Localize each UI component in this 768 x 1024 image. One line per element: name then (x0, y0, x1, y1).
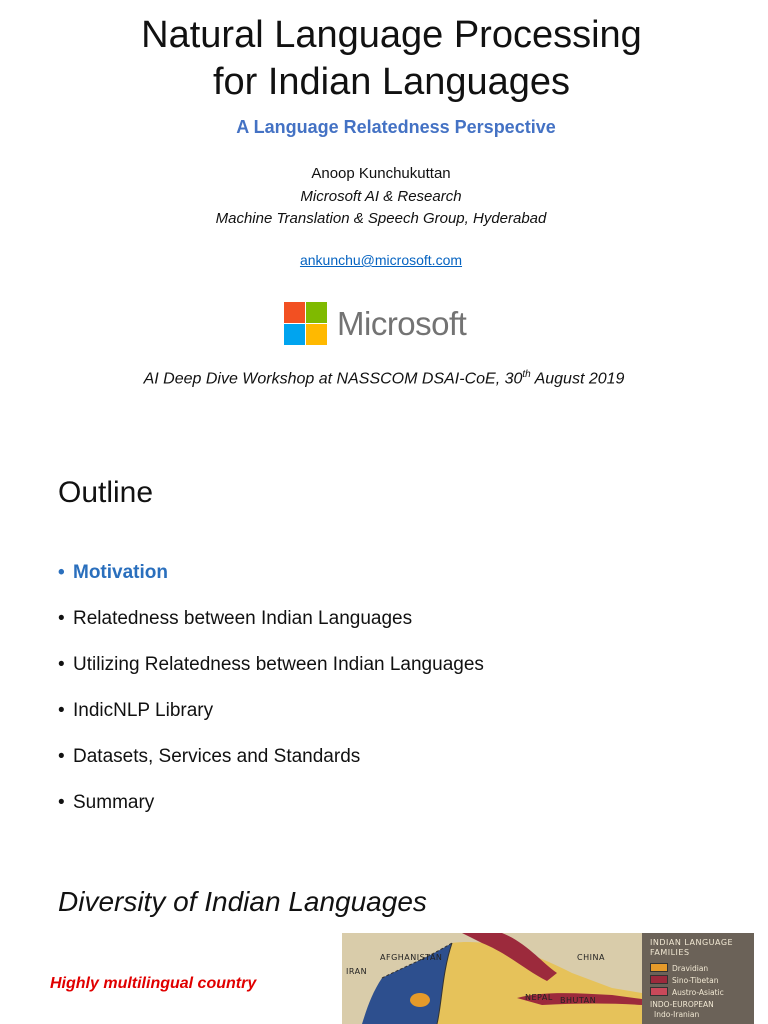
map-label-iran: IRAN (346, 967, 368, 976)
author-affiliation: Microsoft AI & Research (300, 188, 462, 205)
slide-title-line2: for Indian Languages (212, 61, 571, 103)
map-label-afghanistan: AFGHANISTAN (380, 953, 443, 962)
workshop-date: August 2019 (530, 370, 625, 388)
outline-item-summary: • Summary (58, 792, 155, 813)
legend-indo-european: INDO-EUROPEAN (650, 1000, 714, 1009)
legend-title: INDIAN LANGUAGE FAMILIES (650, 938, 734, 957)
microsoft-wordmark: Microsoft (337, 305, 467, 342)
outline-item-motivation: • Motivation (58, 562, 168, 583)
legend-item-indo-iranian: Indo-Iranian (654, 1010, 700, 1019)
author-group: Machine Translation & Speech Group, Hyderabad (215, 210, 547, 227)
language-families-map (342, 933, 754, 1024)
author-name: Anoop Kunchukuttan (311, 165, 451, 182)
workshop-date-suffix: th (522, 369, 531, 380)
slide-title (0, 12, 768, 106)
map-label-bhutan: BHUTAN (560, 996, 597, 1005)
outline-title: Outline (58, 476, 154, 509)
slide-title-line1: Natural Language Processing (141, 14, 642, 56)
legend-item-dravidian: Dravidian (650, 963, 708, 973)
microsoft-squares-icon (284, 302, 327, 345)
microsoft-logo (284, 302, 494, 346)
workshop-text: AI Deep Dive Workshop at NASSCOM DSAI-CoE, 30 (143, 370, 523, 388)
map-label-nepal: NEPAL (525, 993, 553, 1002)
diversity-title: Diversity of Indian Languages (58, 886, 427, 917)
diversity-tagline: Highly multilingual country (50, 975, 257, 992)
outline-item-relatedness: • Relatedness between Indian Languages (58, 608, 413, 629)
workshop-line (0, 369, 768, 388)
map-legend (642, 933, 754, 1024)
outline-item-datasets: • Datasets, Services and Standards (58, 746, 361, 767)
map-label-china: CHINA (577, 953, 605, 962)
outline-item-utilizing-relatedness: • Utilizing Relatedness between Indian Languages (58, 654, 484, 675)
legend-item-austro-asiatic: Austro-Asiatic (650, 987, 724, 997)
author-email-link[interactable]: ankunchu@microsoft.com (299, 252, 463, 268)
outline-item-indicnlp: • IndicNLP Library (58, 700, 214, 721)
slide-subtitle: A Language Relatedness Perspective (236, 117, 556, 137)
outline-list (58, 558, 484, 834)
legend-item-sino-tibetan: Sino-Tibetan (650, 975, 718, 985)
